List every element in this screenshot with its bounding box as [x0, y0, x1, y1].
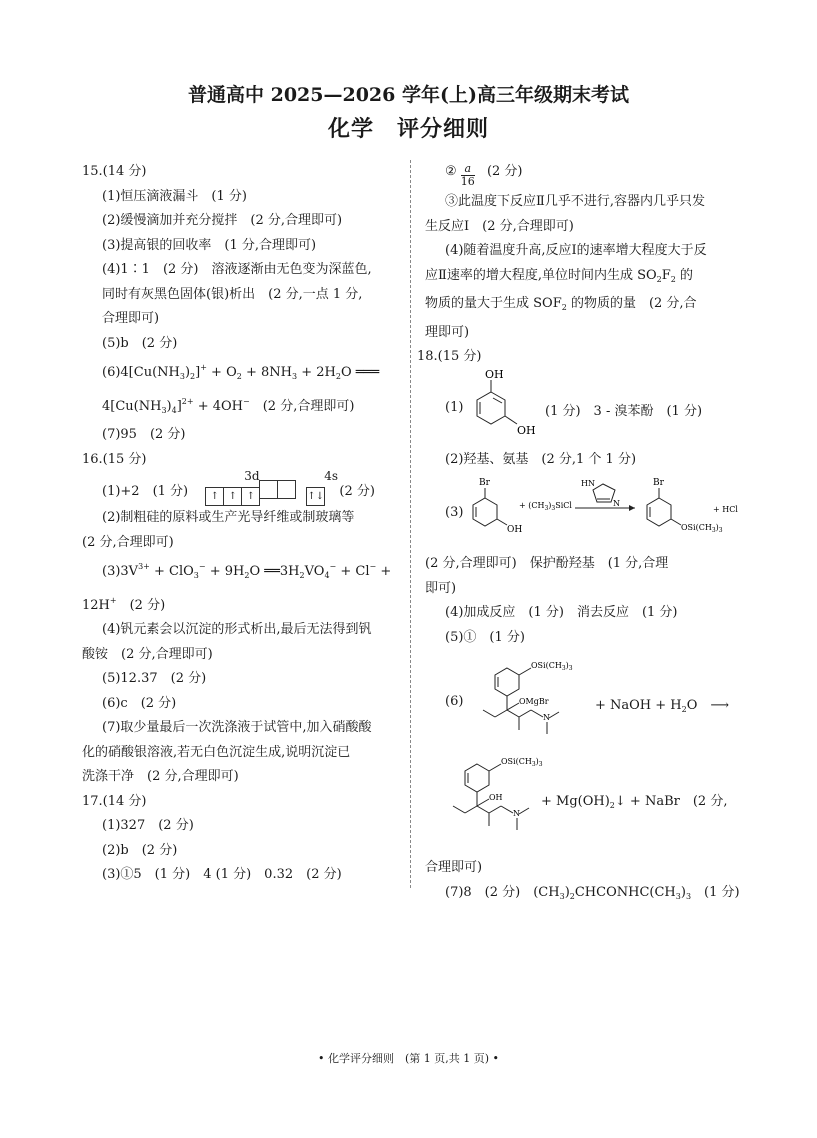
q15-head: 15.(14 分) [82, 164, 147, 179]
orbital-box: ↑ [241, 487, 260, 506]
omgbr-label: OMgBr [519, 697, 549, 706]
q17-fraction-line [425, 160, 745, 190]
q18-eq-products: + $Mg(OH)_2↓$ + NaBr (2 分, [541, 794, 728, 810]
protection-reaction [463, 472, 753, 552]
q18-line: 合理即可) [425, 860, 483, 875]
orbital-box [259, 480, 278, 499]
orbital-box: ↑ [205, 487, 224, 506]
hcl-label: + HCl [713, 505, 738, 514]
page-subtitle: 化学 评分细则 [327, 116, 489, 142]
q16-line: (4)钒元素会以沉淀的形式析出,最后无法得到钒 [102, 622, 372, 637]
oh-label: OH [489, 793, 503, 802]
oh-label: OH [507, 525, 523, 535]
q16-line: (7)取少量最后一次洗涤液于试管中,加入硝酸酸 [102, 720, 372, 735]
q15-equation: $(6)4[Cu(NH_3)_2]^+ + O_2 + 8NH_3 + 2H_2O$ ═══ [102, 363, 380, 381]
q16-line: 洗涤干净 (2 分,合理即可) [82, 769, 239, 784]
orbital-label-4s: 4s [324, 469, 339, 483]
q15-line: (1)恒压滴液漏斗 (1 分) [102, 188, 247, 204]
q18-label: (6) [445, 694, 464, 709]
q16-equation: 12H+ (2 分) [82, 595, 166, 613]
q17-line: 物质的量大于生成 $SOF_2$ 的物质的量 (2 分,合 [425, 296, 697, 312]
left-column [82, 160, 398, 888]
hn-label: HN [581, 479, 595, 488]
n-label: N [613, 499, 620, 508]
osi-label: $OSi(CH_3)_3$ [501, 757, 543, 768]
circled-number: ② [445, 164, 457, 179]
q18-text: (1 分) 3 - 溴苯酚 (1 分) [545, 403, 703, 419]
br-label: Br [479, 478, 490, 488]
q18-eq-text: + NaOH + $H_2O$ ⟶ [595, 698, 730, 714]
fraction-numerator: a [461, 163, 475, 176]
q17-line: 应Ⅱ速率的增大程度,单位时间内生成 $SO_2F_2$ 的 [425, 267, 694, 284]
osi-label: $OSi(CH_3)_3$ [531, 661, 573, 672]
q16-line: (5)12.37 (2 分) [102, 671, 207, 686]
column-divider [410, 160, 411, 888]
q15-equation: $4[Cu(NH_3)_4]^{2+} + 4OH^-$ (2 分,合理即可) [102, 396, 355, 415]
q17-line: (1)327 (2 分) [102, 818, 194, 833]
q16-line: 酸铵 (2 分,合理即可) [82, 646, 213, 662]
osi-label: $OSi(CH_3)_3$ [681, 523, 723, 534]
q17-line: (2)b (2 分) [102, 842, 178, 858]
q17-line: (3)①5 (1 分) 4 (1 分) 0.32 (2 分) [102, 867, 342, 882]
q16-score: (2 分) [339, 484, 375, 499]
q18-part3 [425, 472, 745, 552]
q17-line: ③此温度下反应Ⅱ几乎不进行,容器内几乎只发 [445, 194, 705, 209]
q15-line: (2)缓慢滴加并充分搅拌 (2 分,合理即可) [102, 213, 343, 228]
q18-line: (2)羟基、氨基 (2 分,1 个 1 分) [445, 451, 637, 467]
orbital-box: ↑↓ [306, 487, 325, 506]
q15-line: (5)b (2 分) [102, 335, 178, 351]
q15-line: (3)提高银的回收率 (1 分,合理即可) [102, 237, 317, 253]
q16-head: 16.(15 分) [82, 451, 147, 467]
q16-score: (2 分) [129, 597, 166, 613]
q16-line: 化的硝酸银溶液,若无白色沉淀生成,说明沉淀已 [82, 744, 351, 760]
q17-score: (2 分) [486, 164, 523, 179]
q18-o: O [686, 698, 698, 713]
q15-line: (7)95 (2 分) [102, 427, 186, 442]
resorcinol-structure [463, 370, 543, 448]
q16-line: (6)c (2 分) [102, 695, 177, 711]
q18-part6 [425, 650, 745, 856]
q17-line: 理即可) [425, 324, 470, 340]
q18-score: (2 分,合理即可) [425, 556, 517, 571]
q18-line [425, 552, 745, 577]
q18-line: (7)8 (2 分) $(CH_3)_2CHCONHC(CH_3)_3$ (1 分) [445, 884, 740, 901]
q18-text: 保护酚羟基 (1 分,合理 [529, 556, 669, 571]
q16-line: (1)+2 (1 分) [102, 484, 189, 499]
oh-label: OH [485, 369, 504, 381]
q18-plus: + NaOH + H [595, 698, 682, 713]
q16-equation: $(3)3V^{3+} + ClO_3^- + 9H_2O$ $══3H_2VO_4^- + Cl^-$ + [102, 562, 392, 580]
orbital-box [277, 480, 296, 499]
fraction [461, 163, 475, 188]
page-footer: • 化学评分细则 (第 1 页,共 1 页) • [317, 1052, 500, 1065]
q18-line: 即可) [425, 580, 457, 596]
q18-score: (1 分) [704, 884, 740, 900]
q18-label: (3) [445, 505, 464, 520]
q18-score: (2 分, [692, 794, 728, 809]
q18-line: (4)加成反应 (1 分) 消去反应 (1 分) [445, 605, 678, 620]
reagent-label: + $(CH_3)_3SiCl$ [519, 501, 572, 512]
q17-line: (4)随着温度升高,反应Ⅰ的速率增大程度大于反 [445, 243, 707, 258]
exam-title: 普通高中 2025—2026 学年(上)高三年级期末考试 [188, 84, 629, 106]
n-label: N [543, 713, 550, 722]
orbital-diagram [206, 469, 339, 512]
right-column [417, 160, 745, 909]
n-label: N [513, 809, 520, 818]
q18-line: (5)① (1 分) [445, 629, 525, 645]
q16-orbital-row [82, 469, 398, 506]
reaction-arrow: ⟶ [710, 698, 730, 713]
orbital-box: ↑ [223, 487, 242, 506]
q17-line: 生反应Ⅰ (2 分,合理即可) [425, 218, 574, 234]
q18-label: (1) [445, 399, 464, 415]
br-label: Br [653, 478, 664, 488]
q16-line: (2)制粗硅的原料或生产光导纤维或制玻璃等 [102, 510, 355, 525]
q15-line: 合理即可) [102, 311, 160, 326]
fraction-denominator: 16 [460, 175, 475, 188]
q18-head: 18.(15 分) [417, 349, 482, 364]
q18-part1 [425, 370, 745, 448]
q17-head: 17.(14 分) [82, 793, 147, 809]
q15-line: 同时有灰黑色固体(银)析出 (2 分,一点 1 分, [102, 286, 363, 302]
orbital-label-3d: 3d [244, 469, 260, 483]
q16-line: (2 分,合理即可) [82, 534, 174, 550]
q15-line: (4)1∶1 (2 分) 溶液逐渐由无色变为深蓝色, [102, 262, 372, 277]
q18-text: (7)8 (2 分) (CH [445, 884, 560, 900]
oh-label: OH [517, 423, 536, 437]
